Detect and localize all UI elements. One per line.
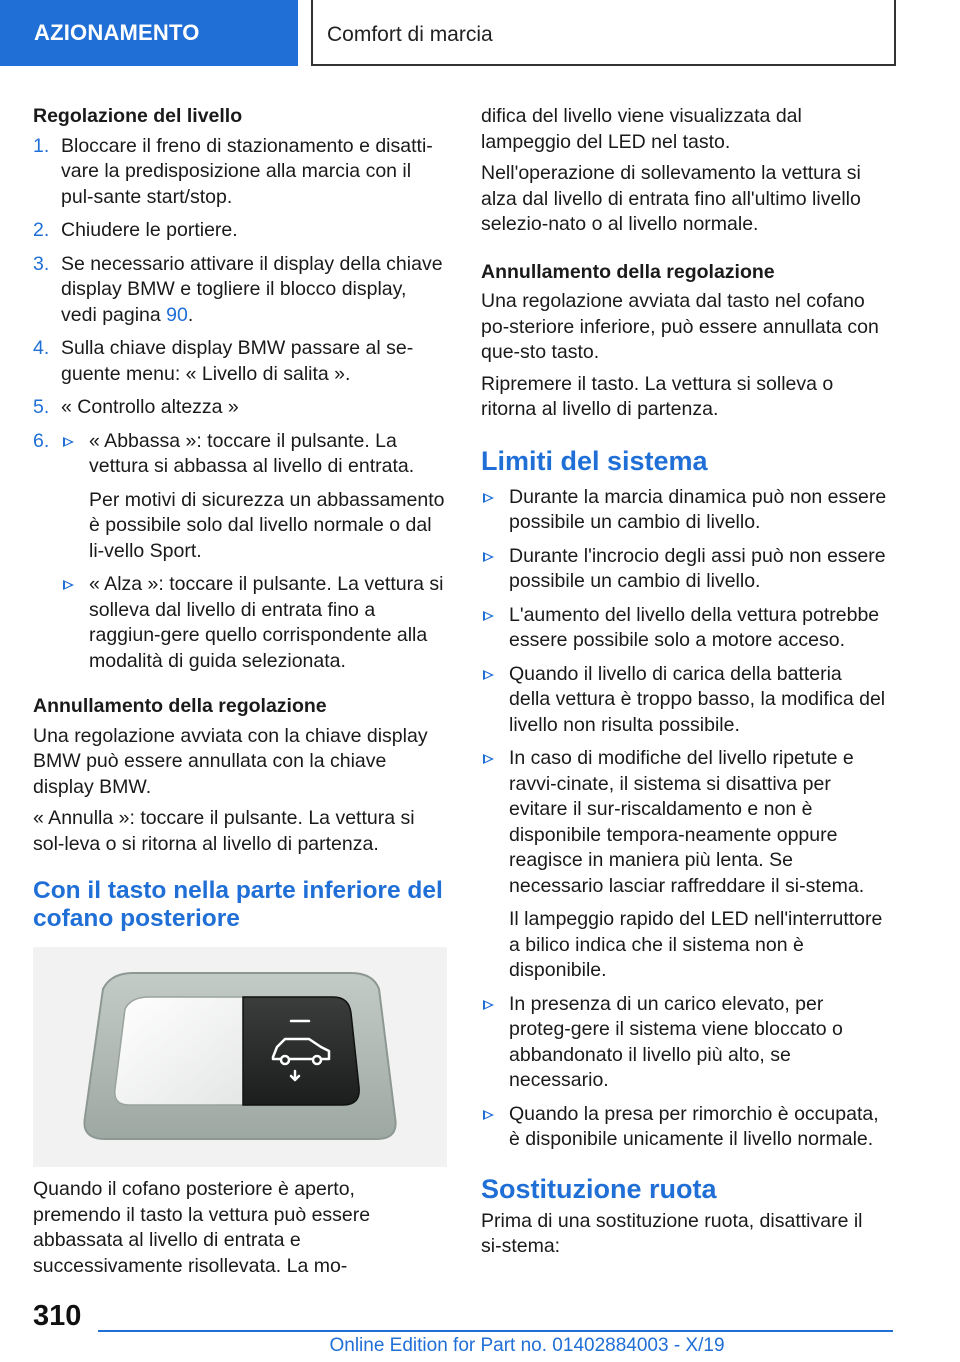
- list-item: [481, 544, 887, 595]
- step-text: Se necessario attivare il display della chiave display BMW e togliere il blocco display, vedi pagina: [61, 252, 443, 326]
- list-item: [481, 992, 887, 1094]
- bullet-text: « Alza »: toccare il pulsante. La vettura si solleva dal livello di entrata fino a raggiun-gere quello corrispondente alla modalità di guida selezionata.: [89, 573, 444, 672]
- list-item: [481, 662, 887, 739]
- section-heading: Con il tasto nella parte inferiore del cofano posteriore: [33, 877, 443, 932]
- step-item: [33, 336, 447, 387]
- section-heading: Limiti del sistema: [481, 445, 708, 476]
- paragraph: Una regolazione avviata con la chiave display BMW può essere annullata con la chiave display BMW.: [33, 724, 428, 798]
- bullet-text: « Abbassa »: toccare il pulsante. La vettura si abbassa al livello di entrata.: [89, 429, 415, 477]
- bullet-text: Quando la presa per rimorchio è occupata, è disponibile unicamente il livello normale.: [509, 1102, 879, 1150]
- bullet-note: Il lampeggio rapido del LED nell'interruttore a bilico indica che il sistema non è disponibile.: [509, 908, 883, 981]
- triangle-bullet-icon: [63, 580, 74, 590]
- list-item: [61, 429, 447, 565]
- left-column: [33, 104, 447, 1279]
- bullet-text: In caso di modifiche del livello ripetute e ravvi-cinate, il sistema si disattiva per evitare il sur-riscaldamento e non è disponibile tempora-neamente oppure reagisce in maniera più lenta. Se necessario lasciar raffreddare il si-stema.: [509, 747, 865, 897]
- triangle-bullet-icon: [483, 754, 494, 764]
- image-caption: Quando il cofano posteriore è aperto, premendo il tasto la vettura può essere abbassata al livello di entrata e successivamente risollevata. La mo-: [33, 1178, 371, 1277]
- step-item: [33, 252, 447, 329]
- step-text: Chiudere le portiere.: [61, 219, 238, 241]
- paragraph: Ripremere il tasto. La vettura si solleva o ritorna al livello di partenza.: [481, 372, 834, 420]
- list-item: [61, 572, 447, 674]
- list-item: [481, 746, 887, 984]
- step-text-end: .: [187, 303, 194, 326]
- triangle-bullet-icon: [483, 1110, 494, 1120]
- paragraph: Una regolazione avviata dal tasto nel cofano po-steriore inferiore, può essere annullata con que-sto tasto.: [481, 290, 879, 363]
- section-tab: AZIONAMENTO: [0, 0, 298, 66]
- tailgate-button-illustration: [33, 947, 447, 1167]
- triangle-bullet-icon: [483, 1000, 494, 1010]
- list-item: [481, 603, 887, 654]
- footer-divider: [98, 1330, 893, 1332]
- steps-list: [33, 134, 447, 675]
- step-item: [33, 134, 447, 211]
- step-item: [33, 218, 447, 244]
- bullet-text: Durante la marcia dinamica può non essere possibile un cambio di livello.: [509, 485, 887, 533]
- triangle-bullet-icon: [483, 493, 494, 503]
- step-text: « Controllo altezza »: [61, 396, 239, 418]
- step-number: 5.: [33, 396, 50, 418]
- step-text: Sulla chiave display BMW passare al se-guente menu: « Livello di salita ».: [61, 337, 414, 385]
- tailgate-button-photo: [33, 947, 447, 1167]
- paragraph: « Annulla »: toccare il pulsante. La vettura si sol-leva o si ritorna al livello di partenza.: [33, 807, 415, 855]
- step-number: 4.: [33, 337, 50, 359]
- step-number: 2.: [33, 219, 50, 241]
- page-number: 310: [33, 1300, 82, 1332]
- step6-options: [61, 429, 447, 675]
- list-item: [481, 485, 887, 536]
- paragraph: Prima di una sostituzione ruota, disattivare il si-stema:: [481, 1209, 863, 1257]
- bullet-text: L'aumento del livello della vettura potrebbe essere possibile solo a motore acceso.: [509, 603, 880, 651]
- step-text: Bloccare il freno di stazionamento e disatti-vare la predisposizione alla marcia con il pul-sante start/stop.: [61, 134, 433, 208]
- step-number: 6.: [33, 429, 50, 452]
- bullet-note: Per motivi di sicurezza un abbassamento è possibile solo dal livello normale o dal li-vello Sport.: [89, 488, 445, 562]
- step-item: [33, 395, 447, 421]
- triangle-bullet-icon: [483, 552, 494, 562]
- triangle-bullet-icon: [63, 437, 74, 447]
- triangle-bullet-icon: [483, 611, 494, 621]
- triangle-bullet-icon: [483, 670, 494, 680]
- paragraph: difica del livello viene visualizzata dal lampeggio del LED nel tasto.: [481, 105, 802, 153]
- right-column: [481, 104, 887, 1260]
- chapter-title: Comfort di marcia: [311, 0, 896, 66]
- step-item: [33, 429, 447, 675]
- bullet-text: Durante l'incrocio degli assi può non essere possibile un cambio di livello.: [509, 544, 886, 592]
- subheading-cancel: Annullamento della regolazione: [481, 260, 775, 283]
- step-number: 1.: [33, 134, 50, 157]
- page-link[interactable]: 90: [166, 303, 188, 326]
- bullet-text: Quando il livello di carica della batteria della vettura è troppo basso, la modifica del livello non risulta possibile.: [509, 662, 886, 736]
- step-number: 3.: [33, 252, 50, 275]
- list-item: [481, 1102, 887, 1153]
- section-heading: Sostituzione ruota: [481, 1173, 717, 1204]
- subheading-level-adjustment: Regolazione del livello: [33, 105, 243, 127]
- page-header: [0, 0, 960, 66]
- limits-list: [481, 485, 887, 1153]
- bullet-text: In presenza di un carico elevato, per proteg-gere il sistema viene bloccato o abbandonato il livello più alto, se necessario.: [509, 992, 843, 1091]
- edition-note: Online Edition for Part no. 01402884003 - X/19: [329, 1335, 725, 1356]
- subheading-cancel: Annullamento della regolazione: [33, 695, 327, 717]
- paragraph: Nell'operazione di sollevamento la vettura si alza dal livello di entrata fino all'ultimo livello selezio-nato o al livello normale.: [481, 162, 861, 235]
